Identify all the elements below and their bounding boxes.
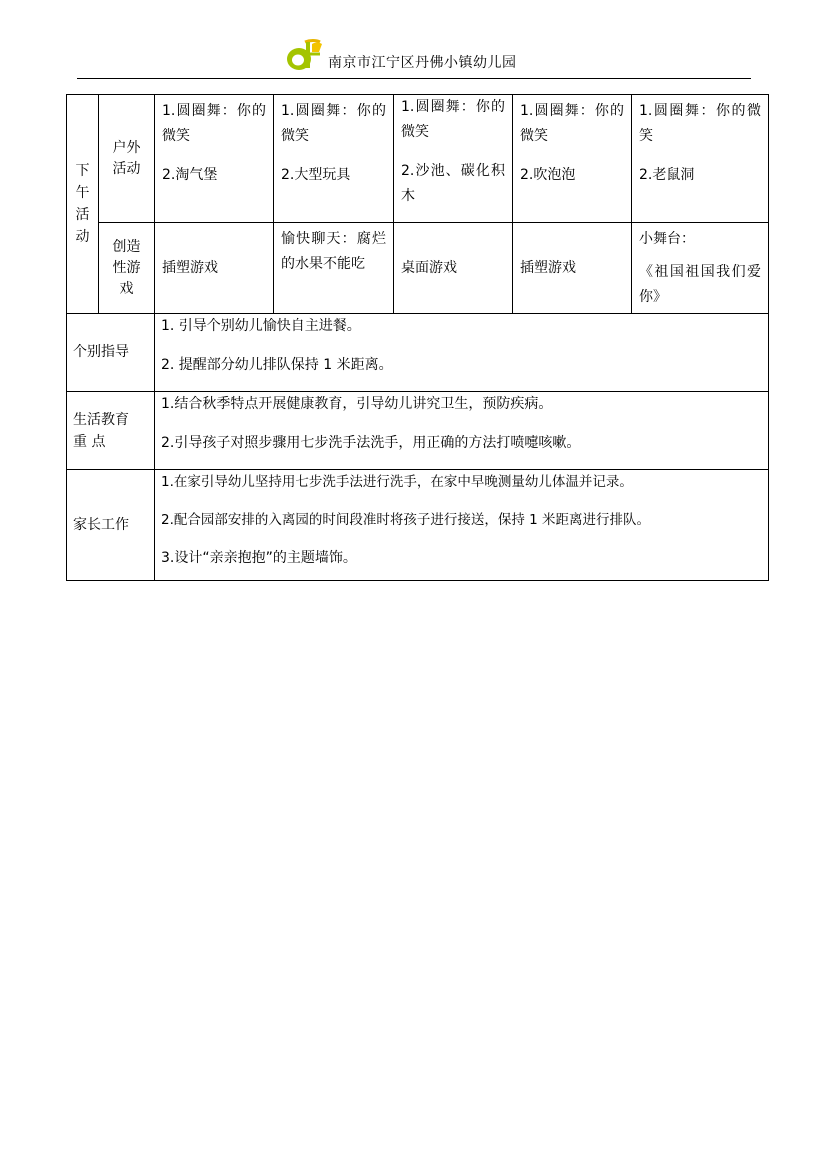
outdoor-activity-label: 户外活动 <box>99 95 155 223</box>
kindergarten-logo-icon <box>286 38 324 72</box>
creative-day-4: 插塑游戏 <box>513 223 632 314</box>
life-education-label: 生活教育 重 点 <box>67 392 155 470</box>
creative-game-label: 创造性游戏 <box>99 223 155 314</box>
outdoor-day-1: 1.圆圈舞：你的微笑 2.淘气堡 <box>155 95 274 223</box>
parent-work-row <box>67 470 769 581</box>
parent-work-content: 1.在家引导幼儿坚持用七步洗手法进行洗手，在家中早晚测量幼儿体温并记录。 2.配合园部安排的入离园的时间段准时将孩子进行接送，保持 1 米距离进行排队。 3.设计“亲亲抱抱”的主题墙饰。 <box>155 470 769 581</box>
outdoor-activity-row <box>67 95 769 223</box>
outdoor-day-3: 1.圆圈舞：你的微笑 2.沙池、碳化积木 <box>394 95 513 223</box>
afternoon-activity-header: 下午活动 <box>67 95 99 314</box>
individual-guidance-row <box>67 314 769 392</box>
outdoor-day-5: 1.圆圈舞：你的微笑 2.老鼠洞 <box>632 95 769 223</box>
page-header <box>0 38 827 74</box>
individual-guidance-label: 个别指导 <box>67 314 155 392</box>
creative-day-1: 插塑游戏 <box>155 223 274 314</box>
creative-game-row <box>67 223 769 314</box>
creative-day-2: 愉快聊天：腐烂的水果不能吃 <box>274 223 394 314</box>
creative-day-5: 小舞台： 《祖国祖国我们爱你》 <box>632 223 769 314</box>
individual-guidance-content: 1. 引导个别幼儿愉快自主进餐。 2. 提醒部分幼儿排队保持 1 米距离。 <box>155 314 769 392</box>
creative-day-3: 桌面游戏 <box>394 223 513 314</box>
life-education-content: 1.结合秋季特点开展健康教育，引导幼儿讲究卫生，预防疾病。 2.引导孩子对照步骤用七步洗手法洗手，用正确的方法打喷嚏咳嗽。 <box>155 392 769 470</box>
header-divider <box>77 78 751 79</box>
kindergarten-name: 南京市江宁区丹佛小镇幼儿园 <box>328 55 517 71</box>
weekly-plan-table <box>66 94 769 581</box>
life-education-row <box>67 392 769 470</box>
outdoor-day-4: 1.圆圈舞：你的微笑 2.吹泡泡 <box>513 95 632 223</box>
outdoor-day-2: 1.圆圈舞：你的微笑 2.大型玩具 <box>274 95 394 223</box>
parent-work-label: 家长工作 <box>67 470 155 581</box>
